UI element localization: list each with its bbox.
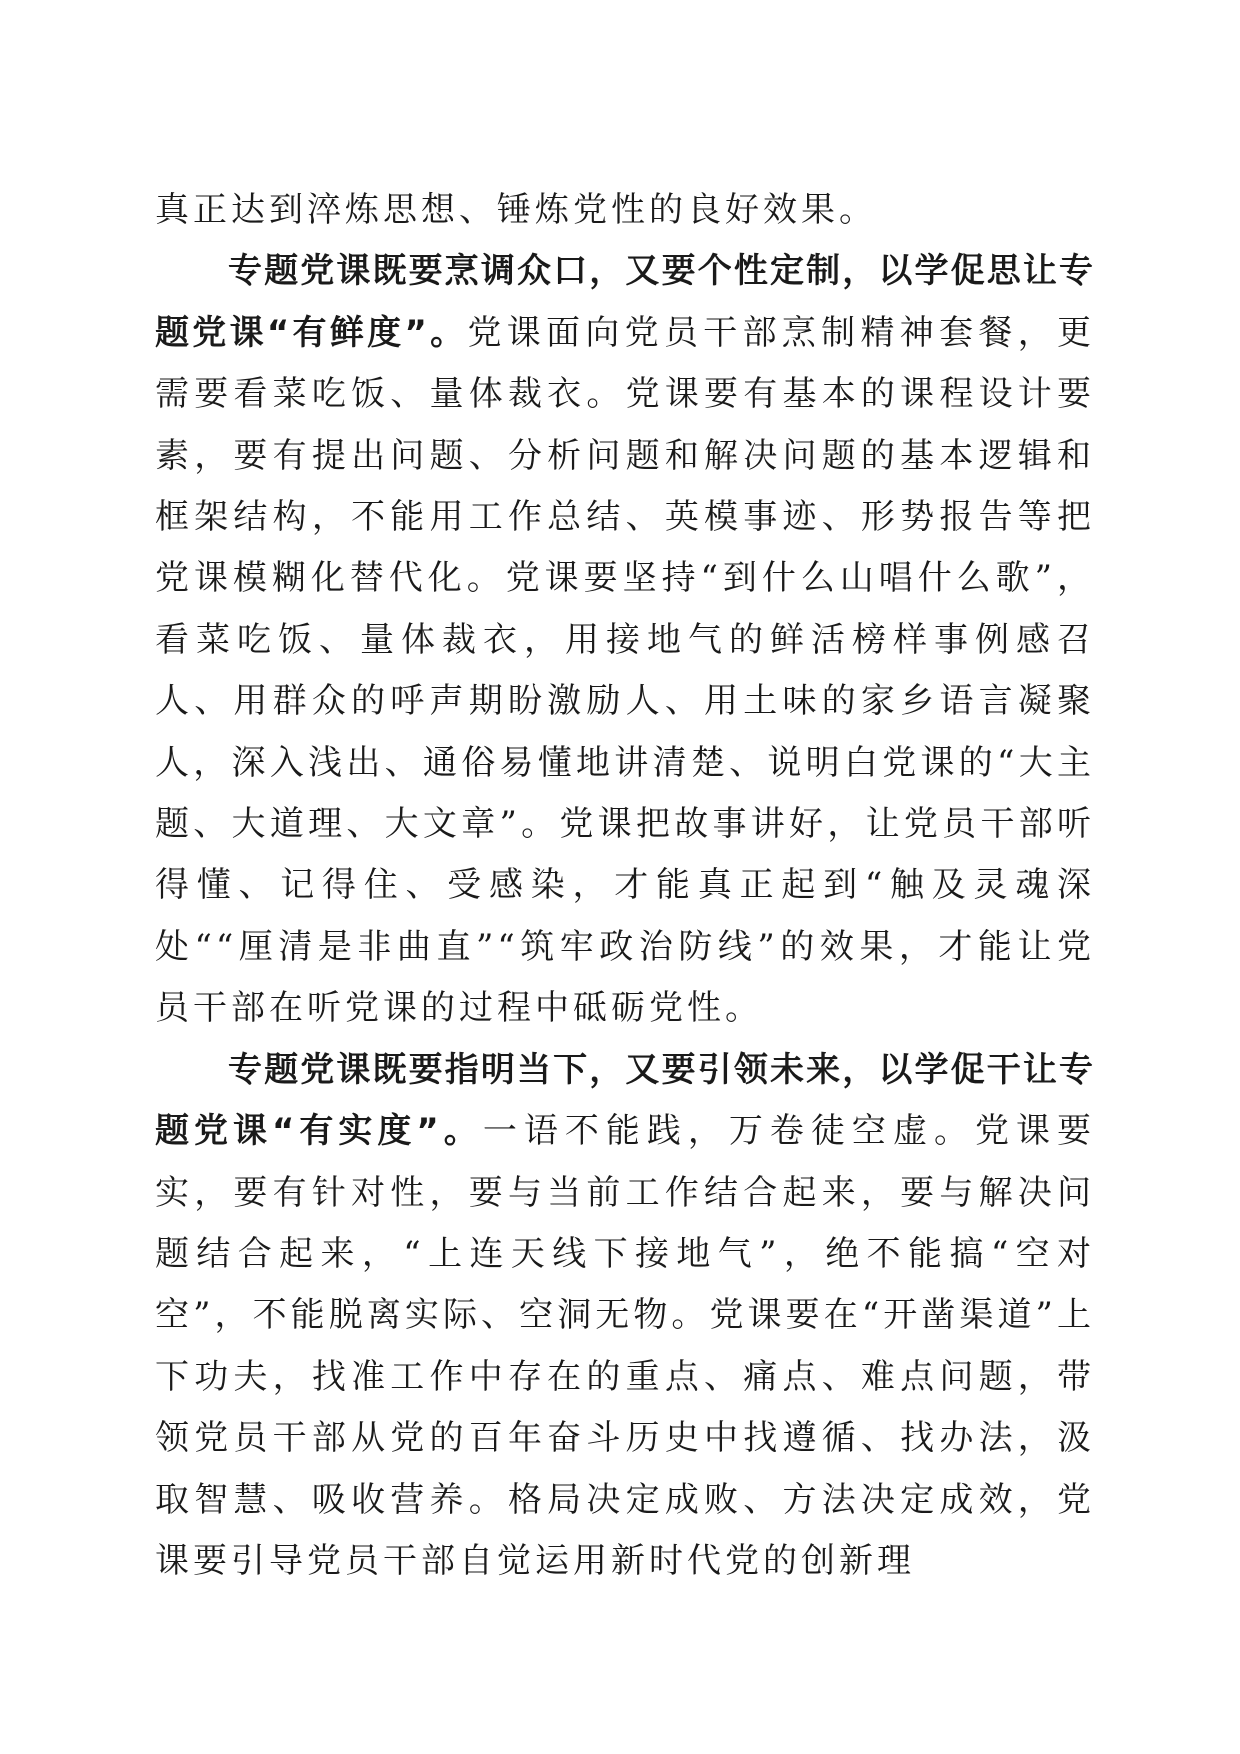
paragraph-lead-heading: 专题党课既要烹调众口，又要个性定制，以学促思让专题党课“有鲜度”。 (155, 251, 1095, 353)
paragraph-lead-heading: 专题党课既要指明当下，又要引领未来，以学促干让专题党课“有实度”。 (155, 1049, 1095, 1152)
paragraph-body: 党课面向党员干部烹制精神套餐，更需要看菜吃饭、量体裁衣。党课要有基本的课程设计要素，要有提出问题、分析问题和解决问题的基本逻辑和框架结构，不能用工作总结、英模事迹、形势报告等把党课模糊化替代化。党课要坚持“到什么山唱什么歌”，看菜吃饭、量体裁衣，用接地气的鲜活榜样事例感召人、用群众的呼声期盼激励人、用土味的家乡语言凝聚人，深入浅出、通俗易懂地讲清楚、说明白党课的“大主题、大道理、大文章”。党课把故事讲好，让党员干部听得懂、记得住、受感染，才能真正起到“触及灵魂深处““厘清是非曲直”“筑牢政治防线”的效果，才能让党员干部在听党课的过程中砥砺党性。 (155, 312, 1095, 1029)
paragraph-body: 一语不能践，万卷徒空虚。党课要实，要有针对性，要与当前工作结合起来，要与解决问题结合起来，“上连天线下接地气”，绝不能搞“空对空”，不能脱离实际、空洞无物。党课要在“开凿渠道”上下功夫，找准工作中存在的重点、痛点、难点问题，带领党员干部从党的百年奋斗历史中找遵循、找办法，汲取智慧、吸收营养。格局决定成败、方法决定成效，党课要引导党员干部自觉运用新时代党的创新理 (155, 1111, 1095, 1581)
paragraph-practicality (155, 1040, 1095, 1593)
paragraph-body: 真正达到淬炼思想、锤炼党性的良好效果。 (155, 190, 877, 230)
paragraph-continued (155, 180, 1095, 241)
document-body (155, 180, 1095, 1592)
paragraph-freshness (155, 241, 1095, 1039)
